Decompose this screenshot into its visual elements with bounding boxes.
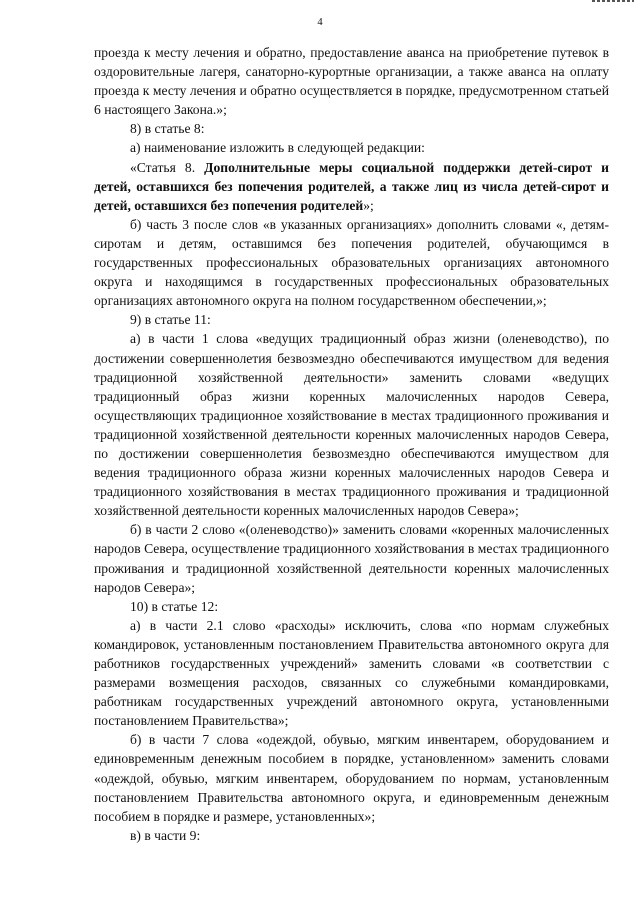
paragraph-continuation: проезда к месту лечения и обратно, предоставление аванса на приобретение путевок в оздоровительные лагеря, санаторно-курортные организации, а также аванса на оплату проезда к месту лечения и обратно осуществляется в порядке, предусмотренном статьей 6 настоящего Закона.»; bbox=[94, 45, 609, 118]
paragraph-item-9a: а) в части 1 слова «ведущих традиционный образ жизни (оленеводство), по достижении совершеннолетия безвозмездно обеспечиваются имуществом для ведения традиционной хозяйственной деятельности» заменить словами «ведущих традиционный образ жизни коренных малочисленных народов Севера, осуществляющих традиционное хозяйствование в местах традиционного проживания и традиционной хозяйственной деятельности коренных малочисленных народов Севера, по достижении совершеннолетия безвозмездно обеспечиваются имуществом для ведения традиционного образа жизни коренных малочисленных народов Севера и традиционного хозяйствования в местах традиционного проживания и традиционной хозяйственной деятельности коренных малочисленных народов Севера»; bbox=[94, 331, 609, 519]
paragraph-item-10v: в) в части 9: bbox=[130, 827, 201, 843]
article-8-prefix: «Статья 8. bbox=[130, 159, 205, 175]
page-number: 4 bbox=[317, 17, 323, 28]
article-8-suffix: »; bbox=[363, 197, 374, 213]
paragraph-item-10b: б) в части 7 слова «одеждой, обувью, мягким инвентарем, оборудованием и единовременным денежным пособием в порядке, установленном» заменить словами «одеждой, обувью, мягким инвентарем, оборудованием по нормам, установленным постановлением Правительства автономного округа, и единовременным денежным пособием в порядке и размере, установленных»; bbox=[94, 732, 609, 824]
article-8-bold-title: Дополнительные меры социальной поддержки детей-сирот и детей, оставшихся без попечения родителей, а также лиц из числа детей-сирот и детей, оставшихся без попечения родителей bbox=[94, 159, 610, 213]
document-body bbox=[94, 43, 609, 845]
paragraph-item-8b: б) часть 3 после слов «в указанных организациях» дополнить словами «, детям-сиротам и детям, оставшимся без попечения родителей, обучающимся в государственных профессиональных образовательных организациях автономного округа и находящимся в государственных профессиональных образовательных организациях автономного округа на полном государственном обеспечении,»; bbox=[94, 216, 609, 309]
scan-corner-mark bbox=[592, 0, 634, 2]
paragraph-item-10a: а) в части 2.1 слово «расходы» исключить, слова «по нормам служебных командировок, установленным постановлением Правительства автономного округа для работников государственных учреждений» заменить словами «в соответствии с размерами возмещения расходов, связанных со служебными командировками, работникам государственных учреждений автономного округа, установленными постановлением Правительства»; bbox=[94, 617, 609, 729]
paragraph-item-9b: б) в части 2 слово «(оленеводство)» заменить словами «коренных малочисленных народов Севера, осуществление традиционного хозяйствования в местах традиционного проживания и традиционной хозяйственной деятельности коренных малочисленных народов Севера»; bbox=[94, 522, 609, 595]
paragraph-item-9: 9) в статье 11: bbox=[130, 312, 211, 328]
paragraph-item-8a: а) наименование изложить в следующей редакции: bbox=[130, 140, 425, 156]
paragraph-article-8-title bbox=[94, 158, 609, 215]
paragraph-item-10: 10) в статье 12: bbox=[130, 598, 219, 614]
paragraph-item-8: 8) в статье 8: bbox=[130, 121, 205, 137]
